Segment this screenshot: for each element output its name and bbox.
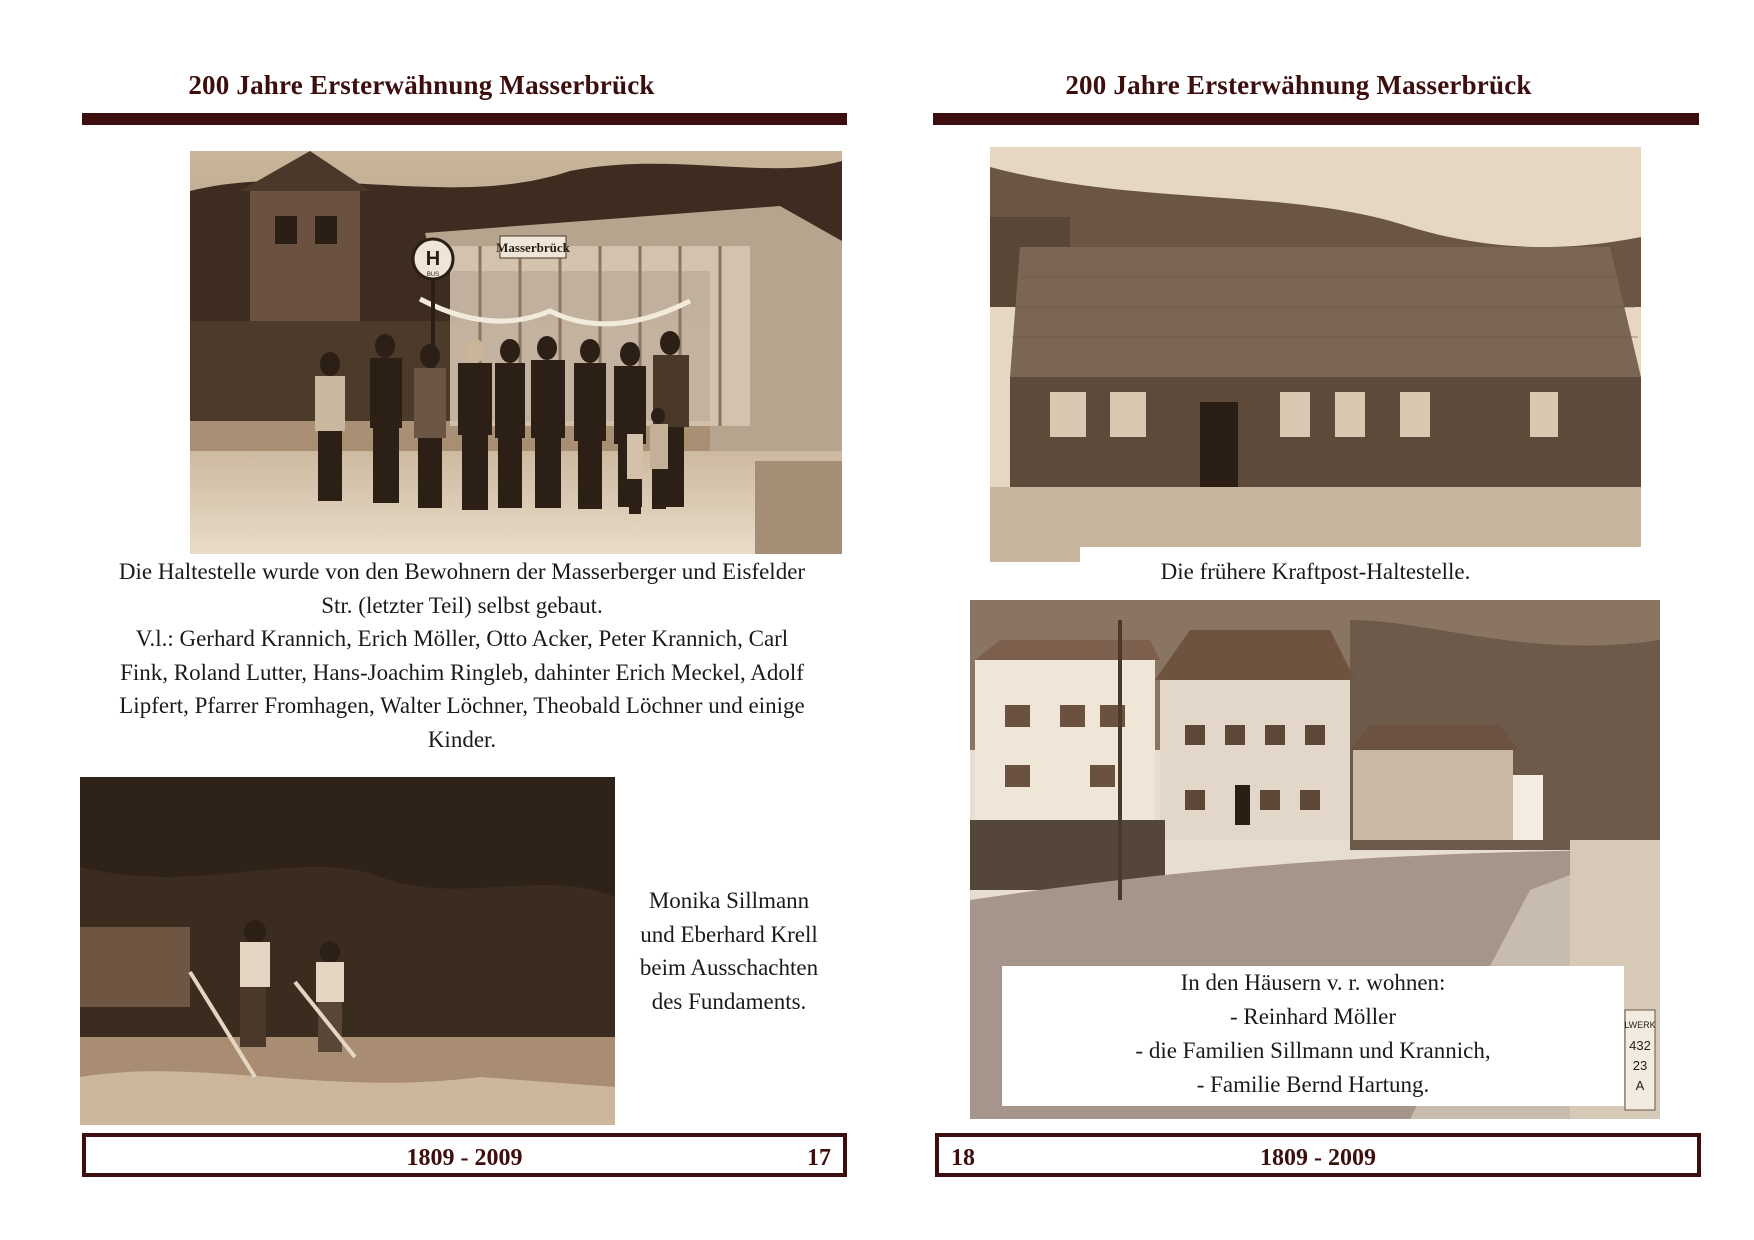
shelter-sign-text: Masserbrück <box>496 240 570 255</box>
caption-line: und Eberhard Krell <box>640 921 818 947</box>
caption-line: - die Familien Sillmann und Krannich, <box>1135 1038 1491 1063</box>
street-sign-line: LWERK <box>1624 1020 1656 1030</box>
caption-line: - Reinhard Möller <box>1229 1004 1397 1029</box>
bus-stop-sign-letter: H <box>425 248 441 270</box>
street-sign-line: A <box>1635 1078 1645 1093</box>
street-caption-box <box>1002 966 1624 1106</box>
caption-line: Str. (letzter Teil) selbst gebaut. <box>321 592 603 618</box>
caption-line: In den Häusern v. r. wohnen: <box>1180 970 1446 995</box>
old-stop-caption: Die frühere Kraftpost-Haltestelle. <box>1160 559 1471 584</box>
page-number: 18 <box>951 1145 975 1171</box>
digging-photo <box>80 777 615 1125</box>
caption-line: beim Ausschachten <box>639 955 819 980</box>
caption-line: V.l.: Gerhard Krannich, Erich Möller, Otto Acker, Peter Krannich, Carl <box>135 626 789 651</box>
page-number: 17 <box>807 1145 831 1171</box>
caption-line: - Familie Bernd Hartung. <box>1196 1072 1430 1097</box>
bus-stop-caption <box>82 555 842 756</box>
caption-line: Monika Sillmann <box>648 888 810 913</box>
page-header-title: 200 Jahre Ersterwähnung Masserbrück <box>188 70 655 100</box>
caption-line: Fink, Roland Lutter, Hans-Joachim Ringleb, dahinter Erich Meckel, Adolf <box>120 659 804 685</box>
header-rule <box>933 113 1699 125</box>
caption-line: Kinder. <box>427 726 497 752</box>
caption-line: des Fundaments. <box>651 988 807 1014</box>
page-footer <box>935 1133 1701 1177</box>
page-footer <box>82 1133 847 1177</box>
page-header-title: 200 Jahre Ersterwähnung Masserbrück <box>1065 70 1532 100</box>
page-18 <box>877 0 1754 1240</box>
street-sign-line: 432 <box>1629 1038 1651 1053</box>
bus-stop-group-photo <box>190 151 842 554</box>
header-rule <box>82 113 847 125</box>
street-sign-line: 23 <box>1632 1058 1648 1073</box>
old-kraftpost-stop-photo <box>990 147 1641 562</box>
footer-years: 1809 - 2009 <box>1260 1145 1376 1171</box>
digging-caption <box>616 884 842 1018</box>
caption-line: Die Haltestelle wurde von den Bewohnern der Masserberger und Eisfelder <box>118 559 806 584</box>
caption-line: Lipfert, Pfarrer Fromhagen, Walter Löchner, Theobald Löchner und einige <box>119 693 805 718</box>
footer-years: 1809 - 2009 <box>406 1145 523 1171</box>
bus-stop-sign-sub: BUS <box>426 272 440 278</box>
